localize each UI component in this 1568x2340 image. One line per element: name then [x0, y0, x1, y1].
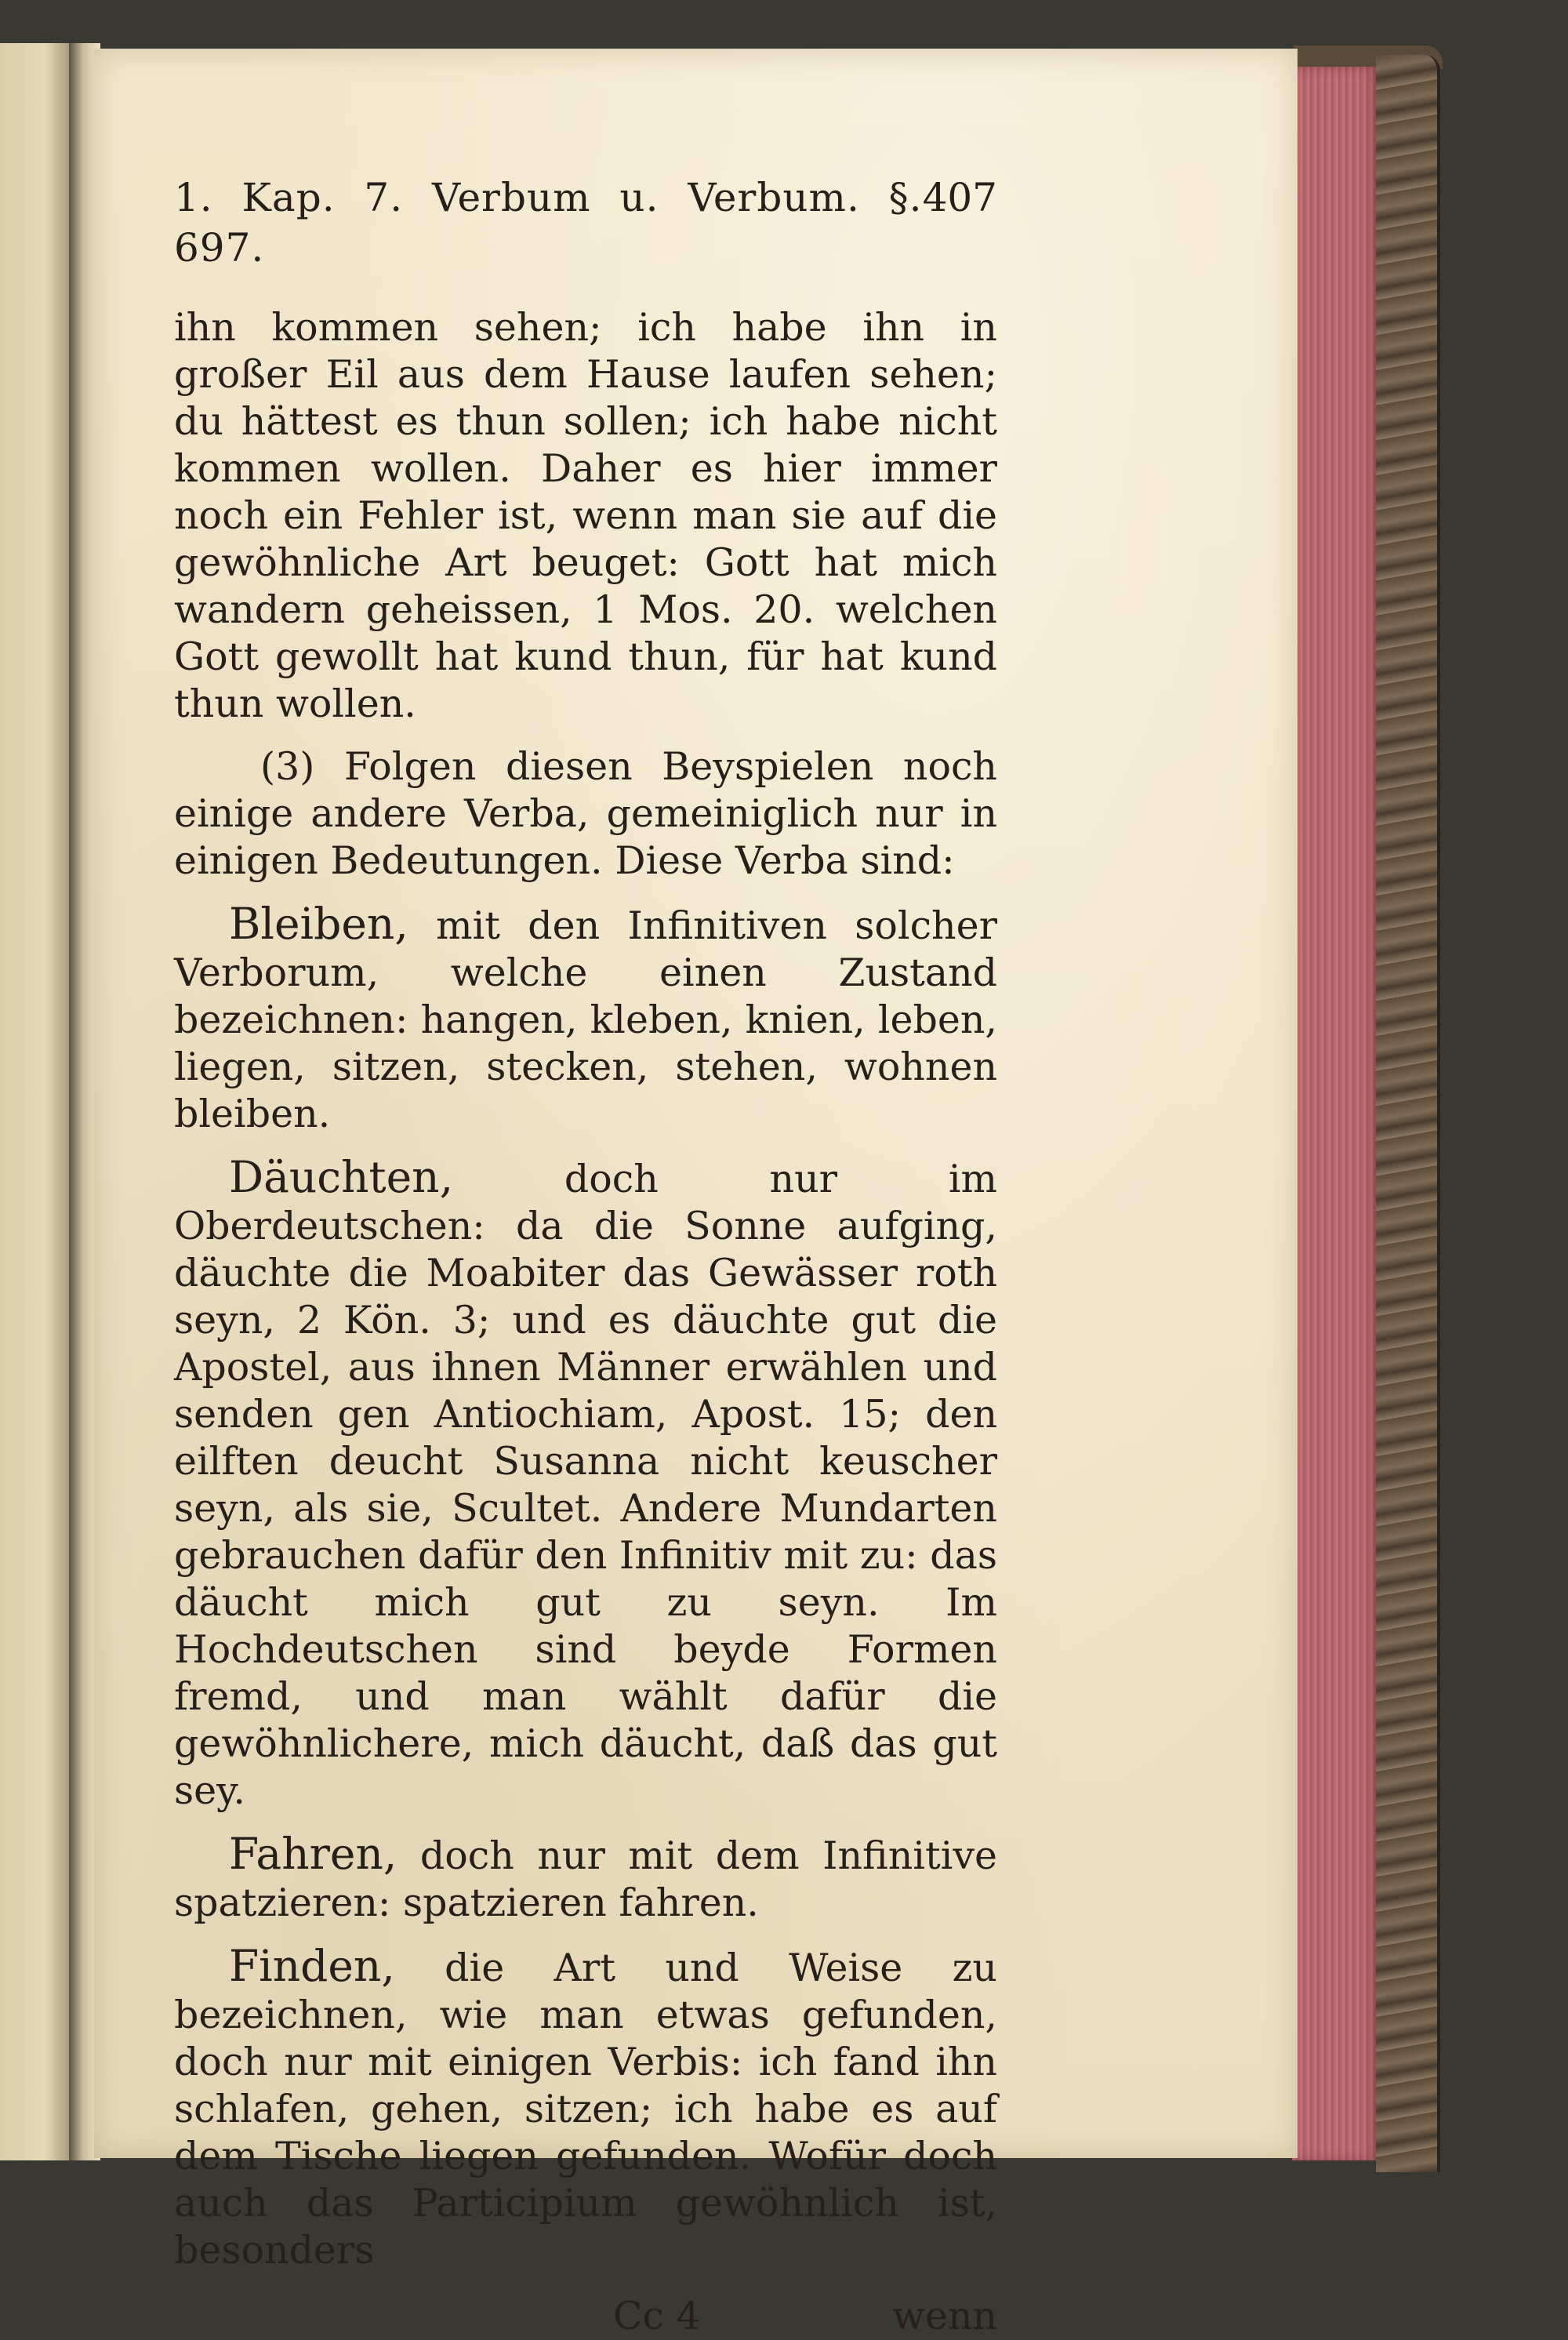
- entry-text: doch nur mit dem Infinitive spatzieren: spatzieren fahren.: [174, 1833, 997, 1925]
- page-footer: [174, 2293, 997, 2340]
- running-head: [174, 173, 997, 273]
- paragraph-1: [174, 304, 997, 728]
- signature-mark: Cc 4: [613, 2294, 701, 2338]
- book-cover-spine: [1376, 55, 1440, 2172]
- entry-finden: [174, 1942, 997, 2274]
- page-number: 407: [922, 175, 997, 220]
- running-head-title: 1. Kap. 7. Verbum u. Verbum. §. 697.: [174, 175, 923, 271]
- entry-bleiben: [174, 900, 997, 1138]
- paragraph-text: (3) Folgen diesen Beyspielen noch einige andere Verba, gemeiniglich nur in einigen Bedeutungen. Diese Verba sind:: [174, 744, 997, 883]
- entry-lemma: Fahren,: [229, 1829, 397, 1879]
- catchword: wenn: [891, 2294, 997, 2338]
- entry-lemma: Finden,: [229, 1941, 395, 1991]
- red-page-edges: [1292, 67, 1380, 2160]
- entry-text: doch nur im Oberdeutschen: da die Sonne aufging, däuchte die Moabiter das Gewässer roth seyn, 2 Kön. 3; und es däuchte gut die Apostel, aus ihnen Männer erwählen und senden gen Antiochiam, Apost. 15; den eilften deucht Susanna nicht keuscher seyn, als sie, Scultet. Andere Mundarten gebrauchen dafür den Infinitiv mit zu: das däucht mich gut zu seyn. Im Hochdeutschen sind beyde Formen fremd, und man wählt dafür die gewöhnlichere, mich däucht, daß das gut sey.: [174, 1157, 997, 1813]
- text-block: [174, 173, 997, 2340]
- paragraph-text: ihn kommen sehen; ich habe ihn in großer Eil aus dem Hause laufen sehen; du hättest es thun sollen; ich habe nicht kommen wollen. Daher es hier immer noch ein Fehler ist, wenn man sie auf die gewöhnliche Art beuget: Gott hat mich wandern geheissen, 1 Mos. 20. welchen Gott gewollt hat kund thun, für hat kund thun wollen.: [174, 305, 997, 726]
- entry-daeuchten: [174, 1154, 997, 1815]
- left-page-edge: [0, 43, 74, 2160]
- entry-lemma: Däuchten,: [229, 1152, 454, 1202]
- entry-text: die Art und Weise zu bezeichnen, wie man etwas gefunden, doch nur mit einigen Verbis: ich fand ihn schlafen, gehen, sitzen; ich habe es auf dem Tische liegen gefunden. Wofür doch auch das Participium gewöhnlich ist, besonders: [174, 1946, 997, 2273]
- entry-text: mit den Infinitiven solcher Verborum, welche einen Zustand bezeichnen: hangen, kleben, knien, leben, liegen, sitzen, stecken, stehen, wohnen bleiben.: [174, 903, 997, 1136]
- entry-fahren: [174, 1830, 997, 1927]
- entry-lemma: Bleiben,: [229, 899, 408, 949]
- paragraph-2: [174, 743, 997, 885]
